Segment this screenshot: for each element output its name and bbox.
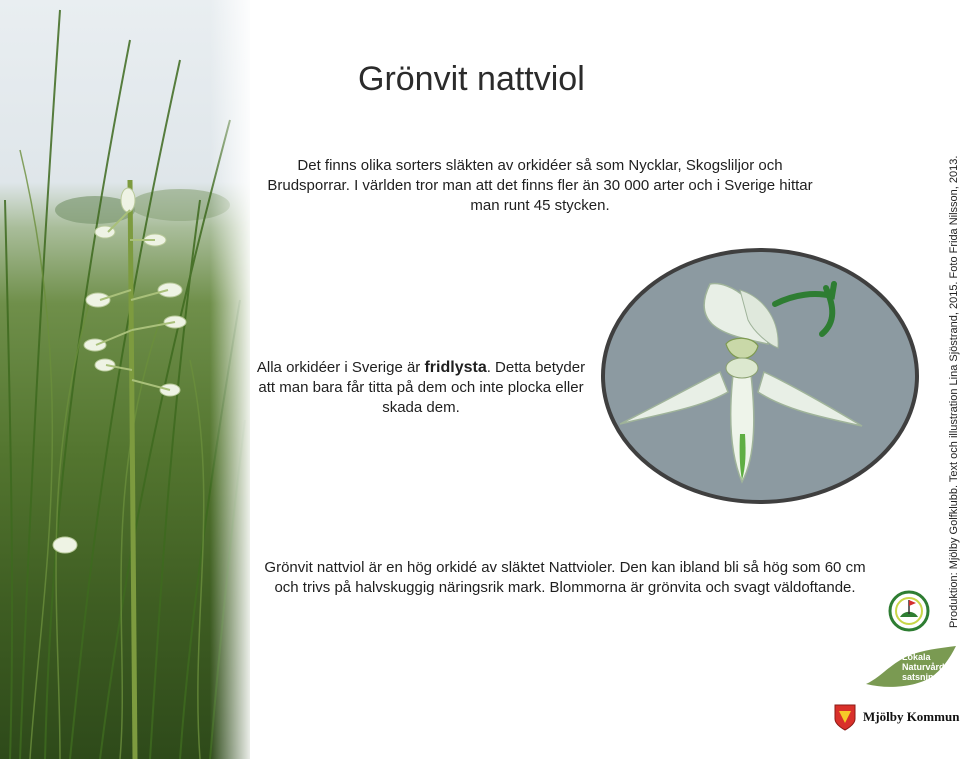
lona-line1: Lokala xyxy=(902,652,931,662)
lona-line2: Naturvårds xyxy=(902,662,950,672)
production-credit: Produktion: Mjölby Golfklubb. Text och illustration Lina Sjöstrand, 2015. Foto Frida Nilsson, 2013. xyxy=(948,155,960,628)
lona-logo xyxy=(860,644,960,692)
description-paragraph: Grönvit nattviol är en hög orkidé av släktet Nattvioler. Den kan ibland bli så hög som 60 cm och trivs på halvskuggig näringsrik mark. Blommorna är grönvita och svagt väldoftande. xyxy=(264,559,866,596)
lona-line3: satsningen xyxy=(902,672,950,682)
intro-paragraph: Det finns olika sorters släkten av orkidéer så som Nycklar, Skogsliljor och Brudsporrar. I världen tror man att det finns fler än 30 000 arter och i Sverige hittar man runt 45 stycken. xyxy=(267,157,813,214)
protection-bold-word: fridlysta xyxy=(424,359,487,376)
kommun-name: Mjölby Kommun xyxy=(863,709,960,724)
protection-suffix: . Detta betyder att man bara får titta på dem och inte plocka eller skada dem. xyxy=(258,359,586,416)
golf-club-logo xyxy=(888,590,930,637)
meadow-grass-illustration xyxy=(0,0,250,759)
protection-prefix: Alla orkidéer i Sverige är xyxy=(256,359,425,376)
page-title: Grönvit nattviol xyxy=(358,60,585,98)
orchid-photo xyxy=(0,0,250,759)
orchid-illustration xyxy=(600,244,922,511)
kommun-logo xyxy=(833,703,959,731)
protection-paragraph xyxy=(256,358,586,418)
kommun-shield-icon xyxy=(833,703,857,731)
